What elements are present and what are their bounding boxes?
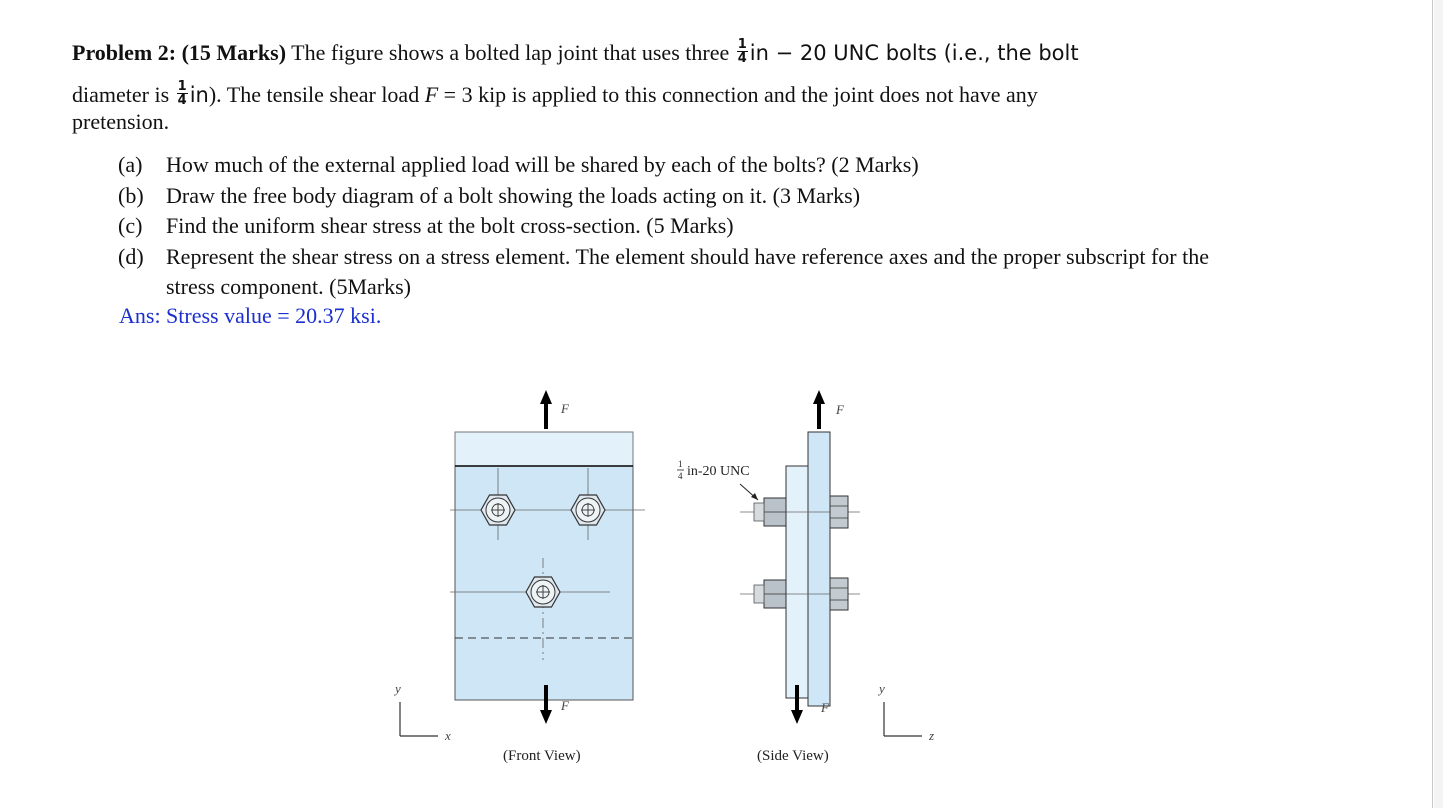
force-label: F — [821, 700, 829, 715]
bolted-joint-figure — [380, 380, 960, 780]
force-label: F — [561, 401, 569, 416]
axis-triad-side — [884, 702, 922, 736]
fraction-quarter: $\frac{1}{4}$ — [177, 79, 187, 109]
svg-text:1: 1 — [678, 459, 683, 469]
question-item: (b) Draw the free body diagram of a bolt showing the loads acting on it. (3 Marks) — [118, 182, 861, 208]
front-view — [393, 390, 645, 764]
axis-triad-front — [400, 702, 438, 736]
side-view — [677, 390, 934, 764]
axis-label-y: y — [395, 681, 401, 696]
question-item: (a) How much of the external applied load will be shared by each of the bolts? (2 Marks) — [118, 152, 919, 177]
force-arrow-up — [813, 390, 825, 429]
page-edge — [1432, 0, 1433, 808]
fraction-quarter: $\frac{1}{4}$ — [737, 37, 747, 67]
bolt-label: in-20 UNC — [687, 464, 750, 479]
question-item: (c) Find the uniform shear stress at the bolt cross-section. (5 Marks) — [118, 213, 734, 238]
axis-label-x: x — [445, 728, 451, 743]
problem-line-3: pretension. — [72, 109, 170, 134]
scrollbar-track[interactable] — [1434, 0, 1443, 808]
side-plate-front — [808, 432, 830, 706]
axis-label-z: z — [929, 728, 935, 743]
problem-title: Problem 2: (15 Marks) — [72, 40, 287, 65]
question-list — [118, 150, 1268, 303]
axis-label-y: y — [879, 681, 885, 696]
force-arrow-up — [540, 390, 552, 429]
problem-line-2: diameter is $\frac{1}{4}$ in). The tensile shear load F = 3 kip is applied to this connection and the joint does not have any — [72, 79, 1038, 109]
bolt-label-fraction — [677, 459, 684, 481]
side-view-caption: (Side View) — [757, 748, 829, 764]
force-label: F — [836, 402, 844, 417]
force-label: F — [561, 698, 569, 713]
problem-line-1: Problem 2: (15 Marks) The figure shows a bolted lap joint that uses three $\frac{1}{4}$ in − 20 UNC bolts (i.e., the bolt — [72, 37, 1079, 67]
answer-text: Ans: Stress value = 20.37 ksi. — [119, 303, 382, 328]
front-view-caption: (Front View) — [503, 748, 581, 764]
side-plate-back — [786, 466, 808, 698]
problem-statement — [72, 32, 1262, 134]
question-item: (d) Represent the shear stress on a stress element. The element should have reference axes and the proper subscript for the stress component. (5Marks) — [118, 243, 1209, 299]
svg-text:4: 4 — [678, 471, 683, 481]
